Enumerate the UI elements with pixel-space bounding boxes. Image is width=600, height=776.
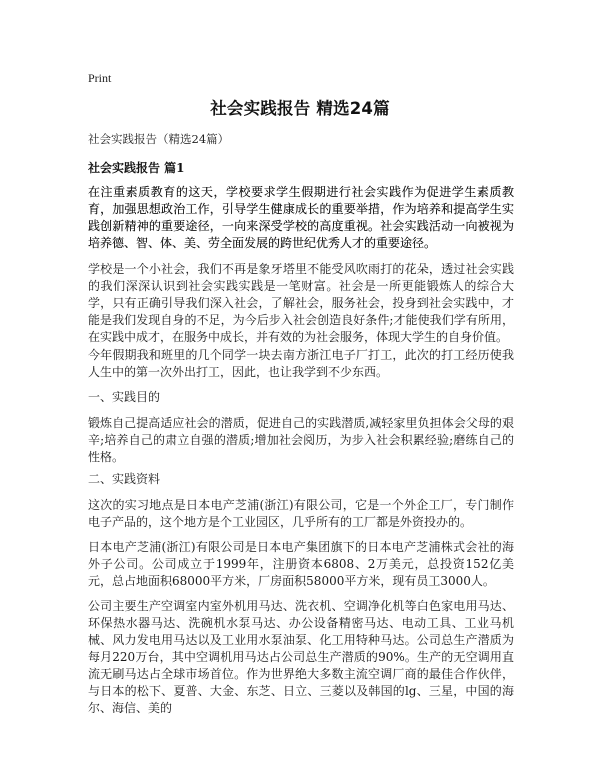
print-label[interactable]: Print [88, 71, 112, 85]
paragraph-7: 公司主要生产空调室内室外机用马达、洗衣机、空调净化机等白色家电用马达、环保热水器马达、洗碗机水泵马达、办公设备精密马达、电动工具、工业马机械、风力发电用马达以及工业用水泵油泵、化工用特种马达。公司总生产潜质为每月220万台，其中空调机用马达占公司总生产潜质的90%。生产的无空调用直流无刷马达占全球市场首位。作为世界绝大多数主流空调厂商的最佳合作伙伴，与日本的松下、夏普、大金、东芝、日立、三菱以及韩国的lg、三星，中国的海尔、海信、美的 [88, 599, 514, 715]
heading-practice-purpose: 一、实践目的 [88, 390, 161, 404]
paragraph-6: 日本电产芝浦(浙江)有限公司是日本电产集团旗下的日本电产芝浦株式会社的海外子公司。公司成立于1999年，注册资本6808、2万美元，总投资152亿美元，总占地面积68000平方米，厂房面积58000平方米，现有员工3000人。 [88, 540, 514, 588]
paragraph-3: 今年假期我和班里的几个同学一块去南方浙江电子厂打工，此次的打工经历使我人生中的第一次外出打工，因此，也让我学到不少东西。 [88, 348, 514, 379]
paragraph-4: 锻炼自己提高适应社会的潜质，促进自己的实践潜质,减轻家里负担体会父母的艰辛;培养自己的肃立自强的潜质;增加社会阅历，为步入社会积累经验;磨练自己的性格。 [88, 416, 514, 464]
heading-practice-materials: 二、实践资料 [88, 472, 161, 486]
document-title: 社会实践报告 精选24篇 [210, 99, 390, 118]
paragraph-5: 这次的实习地点是日本电产芝浦(浙江)有限公司，它是一个外企工厂，专门制作电子产品的，这个地方是个工业园区，几乎所有的工厂都是外资投办的。 [88, 498, 514, 529]
section-heading: 社会实践报告 篇1 [88, 161, 185, 175]
paragraph-1: 在注重素质教育的这天，学校要求学生假期进行社会实践作为促进学生素质教育，加强思想政治工作，引导学生健康成长的重要举措，作为培养和提高学生实践创新精神的重要途径，一向来深受学校的高度重视。社会实践活动一向被视为培养德、智、体、美、劳全面发展的跨世纪优秀人才的重要途径。 [88, 185, 514, 250]
document-subtitle: 社会实践报告（精选24篇） [88, 132, 230, 146]
paragraph-2: 学校是一个小社会，我们不再是象牙塔里不能受风吹雨打的花朵，透过社会实践的我们深深认识到社会实践实践是一笔财富。社会是一所更能锻炼人的综合大学，只有正确引导我们深入社会，了解社会，服务社会，投身到社会实践中，才能是我们发现自身的不足，为今后步入社会创造良好条件;才能使我们学有所用，在实践中成才，在服务中成长，并有效的为社会服务，体现大学生的自身价值。 [88, 262, 514, 344]
